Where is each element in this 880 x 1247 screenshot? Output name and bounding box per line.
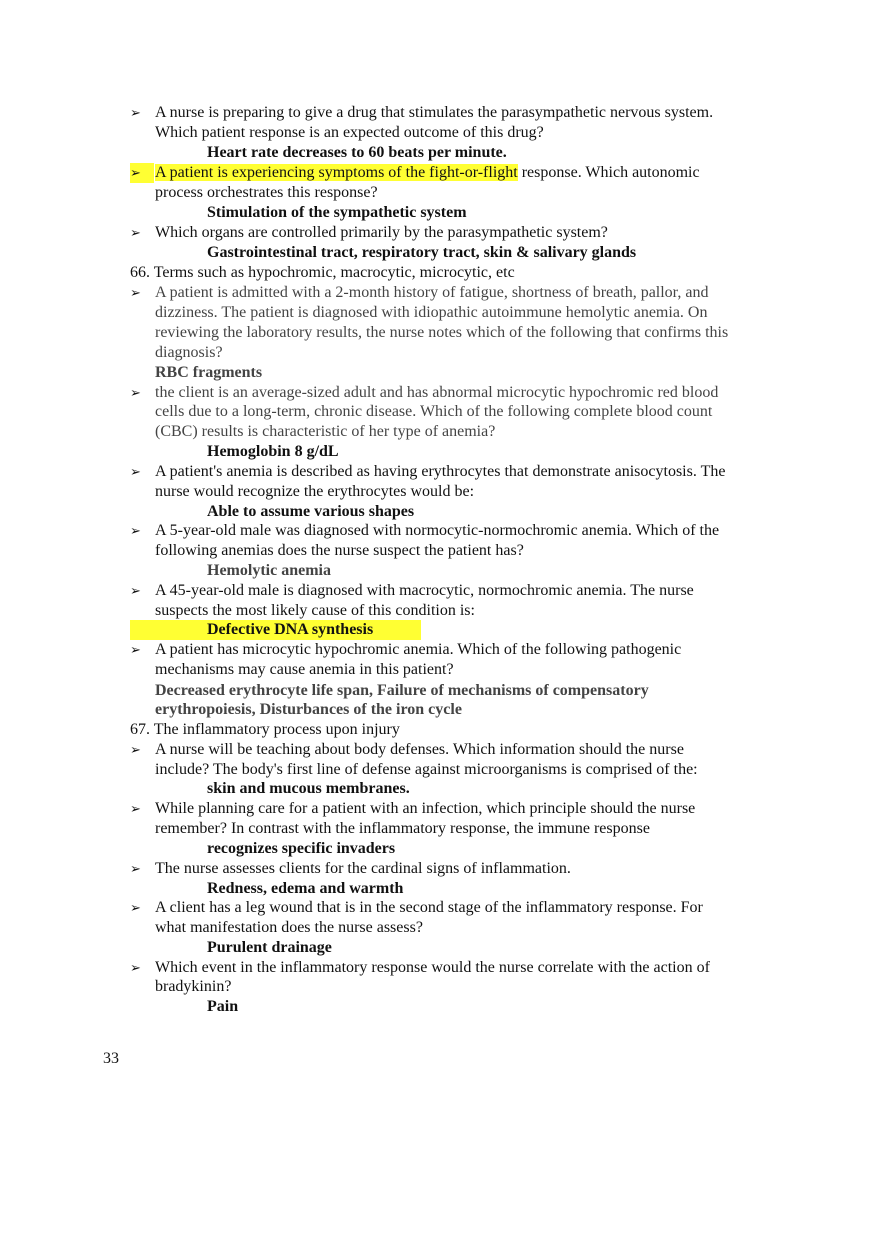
page-number: 33 [103, 1050, 119, 1067]
bullet-arrow-icon: ➢ [130, 464, 141, 479]
answer-text: RBC fragments [155, 364, 263, 381]
question-text: A patient has microcytic hypochromic anemia. Which of the following pathogenic [155, 641, 682, 658]
answer-text: Gastrointestinal tract, respiratory tract, skin & salivary glands [207, 244, 637, 261]
bullet-arrow-icon: ➢ [130, 523, 141, 538]
section-heading: 67. The inflammatory process upon injury [130, 721, 400, 738]
question-text: A 5-year-old male was diagnosed with normocytic-normochromic anemia. Which of the [155, 522, 720, 539]
question-text: the client is an average-sized adult and has abnormal microcytic hypochromic red blood [155, 384, 719, 401]
question-text: cells due to a long-term, chronic disease. Which of the following complete blood count [155, 403, 713, 420]
answer-text: skin and mucous membranes. [207, 780, 410, 797]
question-text: include? The body's first line of defense against microorganisms is comprised of the: [155, 761, 698, 778]
question-text: A nurse will be teaching about body defenses. Which information should the nurse [155, 741, 684, 758]
question-text: following anemias does the nurse suspect the patient has? [155, 542, 524, 559]
bullet-arrow-icon: ➢ [130, 642, 141, 657]
bullet-arrow-icon: ➢ [130, 960, 141, 975]
answer-text: Decreased erythrocyte life span, Failure of mechanisms of compensatory [155, 682, 649, 699]
bullet-arrow-icon: ➢ [130, 742, 141, 757]
section-heading: 66. Terms such as hypochromic, macrocytic, microcytic, etc [130, 264, 515, 281]
bullet-arrow-icon: ➢ [130, 105, 141, 120]
question-text: process orchestrates this response? [155, 184, 378, 201]
question-text-rest: response. Which autonomic [517, 164, 700, 181]
answer-text: Pain [207, 998, 239, 1015]
bullet-arrow-icon: ➢ [130, 801, 141, 816]
answer-text: Heart rate decreases to 60 beats per minute. [207, 144, 507, 161]
answer-text: Able to assume various shapes [207, 503, 415, 520]
question-text: A patient is admitted with a 2-month history of fatigue, shortness of breath, pallor, and [155, 284, 709, 301]
answer-text: Purulent drainage [207, 939, 332, 956]
question-text: Which event in the inflammatory response would the nurse correlate with the action of [155, 959, 710, 976]
question-text: suspects the most likely cause of this condition is: [155, 602, 475, 619]
question-text: Which patient response is an expected outcome of this drug? [155, 124, 544, 141]
bullet-arrow-icon: ➢ [130, 225, 141, 240]
question-text: mechanisms may cause anemia in this patient? [155, 661, 454, 678]
answer-text: Stimulation of the sympathetic system [207, 204, 467, 221]
question-text: A client has a leg wound that is in the second stage of the inflammatory response. For [155, 899, 703, 916]
question-text: dizziness. The patient is diagnosed with idiopathic autoimmune hemolytic anemia. On [155, 304, 708, 321]
bullet-arrow-icon: ➢ [130, 900, 141, 915]
bullet-arrow-icon: ➢ [130, 861, 141, 876]
question-text: A 45-year-old male is diagnosed with macrocytic, normochromic anemia. The nurse [155, 582, 694, 599]
question-text: (CBC) results is characteristic of her type of anemia? [155, 423, 496, 440]
question-text: Which organs are controlled primarily by the parasympathetic system? [155, 224, 608, 241]
answer-text: Redness, edema and warmth [207, 880, 404, 897]
question-text: remember? In contrast with the inflammatory response, the immune response [155, 820, 650, 837]
question-text: reviewing the laboratory results, the nurse notes which of the following that confirms this [155, 324, 729, 341]
question-text [155, 163, 700, 183]
answer-text: Hemoglobin 8 g/dL [207, 443, 339, 460]
question-text: A nurse is preparing to give a drug that stimulates the parasympathetic nervous system. [155, 104, 714, 121]
bullet-arrow-icon: ➢ [130, 385, 141, 400]
question-text: A patient's anemia is described as having erythrocytes that demonstrate anisocytosis. The [155, 463, 726, 480]
question-text: While planning care for a patient with an infection, which principle should the nurse [155, 800, 696, 817]
bullet-arrow-icon: ➢ [130, 583, 141, 598]
answer-text: erythropoiesis, Disturbances of the iron cycle [155, 701, 462, 718]
answer-text: recognizes specific invaders [207, 840, 396, 857]
bullet-arrow-icon: ➢ [130, 163, 154, 183]
question-text: The nurse assesses clients for the cardinal signs of inflammation. [155, 860, 571, 877]
question-text: what manifestation does the nurse assess? [155, 919, 423, 936]
bullet-arrow-icon: ➢ [130, 285, 141, 300]
question-text: nurse would recognize the erythrocytes would be: [155, 483, 475, 500]
highlighted-text: A patient is experiencing symptoms of the fight-or-flight [155, 164, 518, 181]
answer-text: Hemolytic anemia [207, 562, 331, 579]
question-text: diagnosis? [155, 344, 223, 361]
answer-text-highlighted: Defective DNA synthesis [207, 621, 374, 638]
question-text: bradykinin? [155, 978, 232, 995]
